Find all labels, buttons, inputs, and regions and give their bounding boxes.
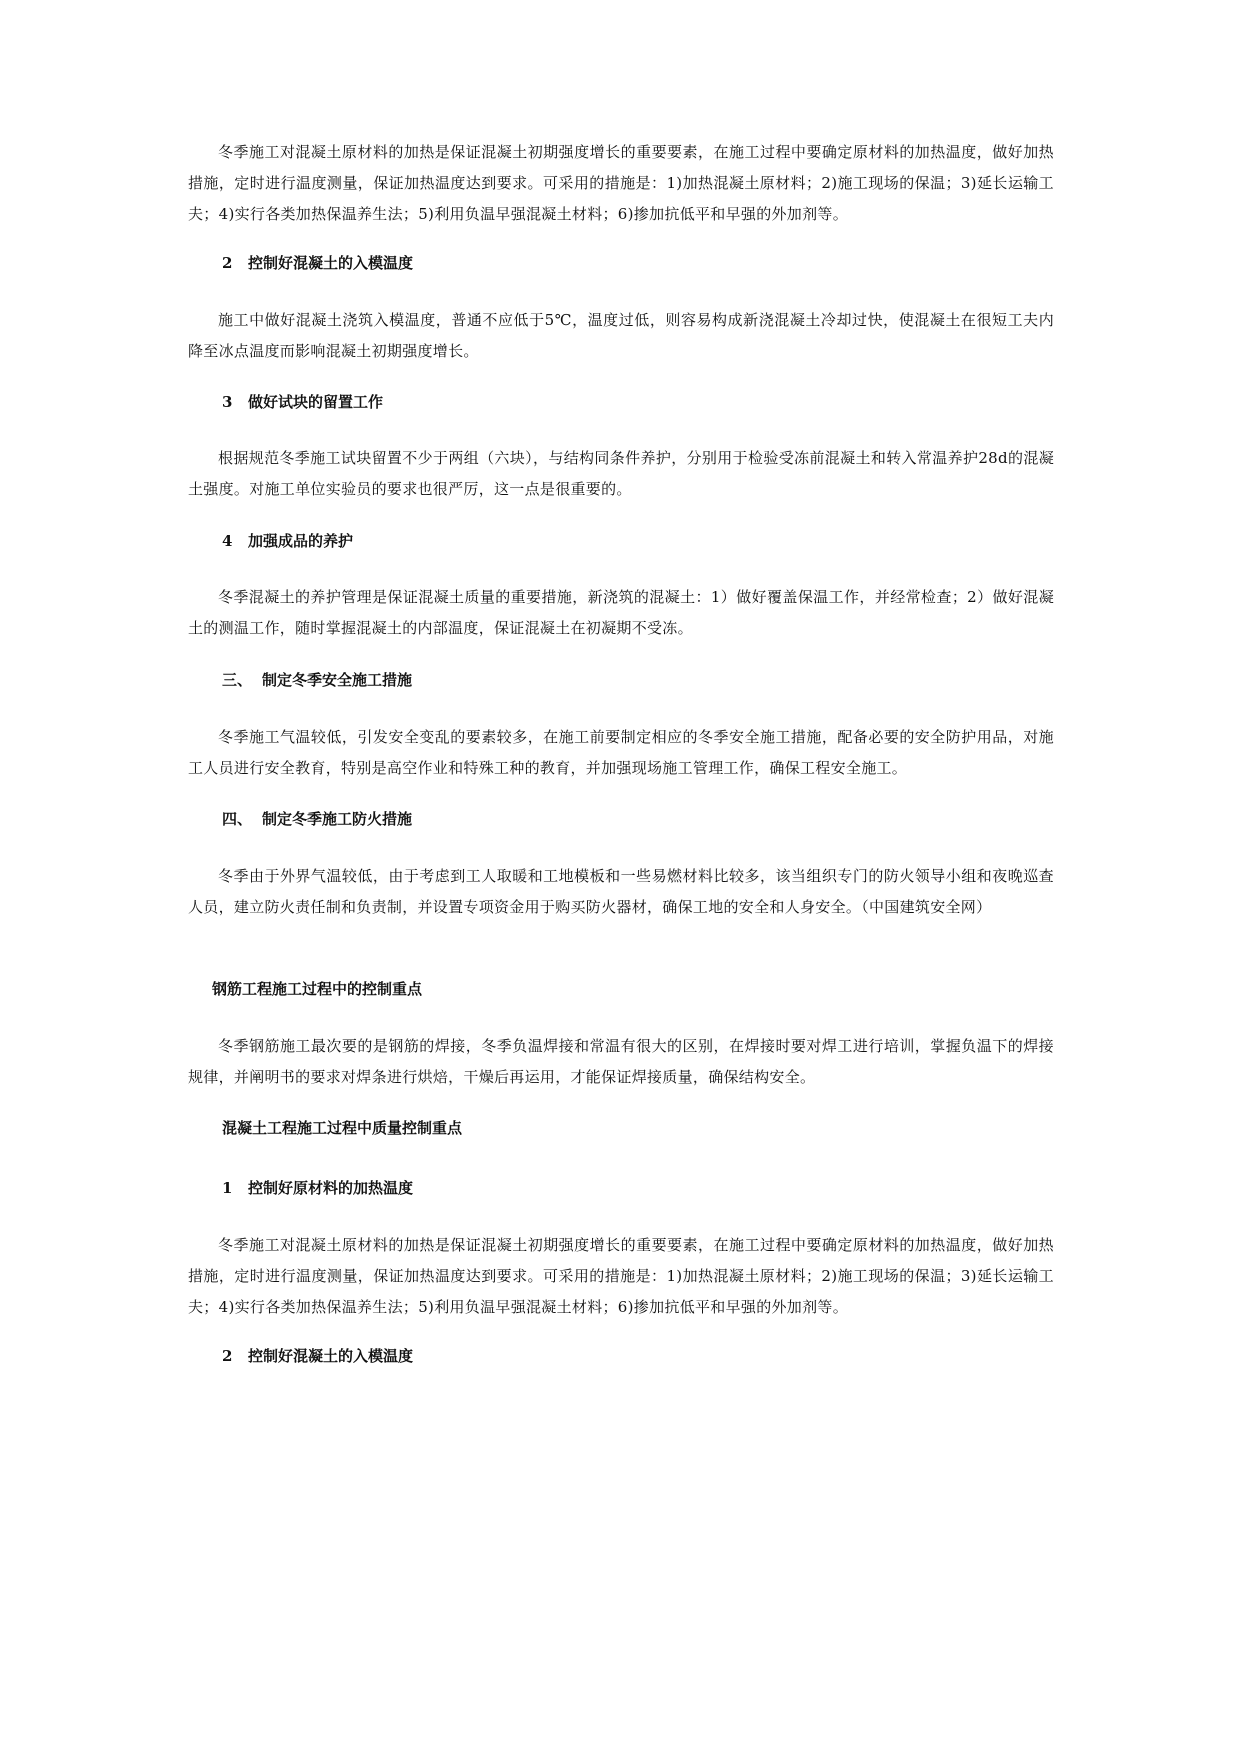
heading-safety-measures — [188, 668, 1054, 692]
heading-test-blocks — [188, 390, 1054, 414]
heading-number: 2 — [222, 1347, 233, 1365]
paragraph-fire-prevention: 冬季由于外界气温较低，由于考虑到工人取暖和工地模板和一些易燃材料比较多，该当组织专门的防火领导小组和夜晚巡查人员，建立防火责任制和负责制，并设置专项资金用于购买防火器材，确保工地的安全和人身安全。（中国建筑安全网） — [188, 867, 1054, 916]
heading-number: 3 — [222, 393, 233, 411]
heading-number: 1 — [222, 1179, 233, 1197]
paragraph-heating-materials: 冬季施工对混凝土原材料的加热是保证混凝土初期强度增长的重要要素，在施工过程中要确定原材料的加热温度，做好加热措施，定时进行温度测量，保证加热温度达到要求。可采用的措施是：1)加热混凝土原材料；2)施工现场的保温；3)延长运输工夫；4)实行各类加热保温养生法；5)利用负温早强混凝土材料；6)掺加抗低平和早强的外加剂等。 — [188, 143, 1054, 223]
heading-rebar-control — [188, 977, 1054, 1001]
heading-text: 加强成品的养护 — [248, 532, 354, 550]
paragraph-test-blocks: 根据规范冬季施工试块留置不少于两组（六块），与结构同条件养护，分别用于检验受冻前混凝土和转入常温养护28d的混凝土强度。对施工单位实验员的要求也很严厉，这一点是很重要的。 — [188, 449, 1054, 498]
heading-raw-material-heating — [188, 1176, 1054, 1200]
heading-number: 三、 — [222, 671, 253, 689]
heading-fire-prevention — [188, 807, 1054, 831]
heading-text: 钢筋工程施工过程中的控制重点 — [212, 980, 423, 998]
heading-text: 控制好混凝土的入模温度 — [248, 254, 414, 272]
heading-text: 混凝土工程施工过程中质量控制重点 — [222, 1119, 463, 1137]
paragraph-pouring-temperature: 施工中做好混凝土浇筑入模温度，普通不应低于5℃，温度过低，则容易构成新浇混凝土冷却过快，使混凝土在很短工夫内降至冰点温度而影响混凝土初期强度增长。 — [188, 311, 1054, 360]
paragraph-rebar-control: 冬季钢筋施工最次要的是钢筋的焊接，冬季负温焊接和常温有很大的区别，在焊接时要对焊工进行培训，掌握负温下的焊接规律，并阐明书的要求对焊条进行烘焙，干燥后再运用，才能保证焊接质量，确保结构安全。 — [188, 1037, 1054, 1086]
heading-curing — [188, 529, 1054, 553]
heading-number: 4 — [222, 532, 233, 550]
paragraph-safety-measures: 冬季施工气温较低，引发安全变乱的要素较多，在施工前要制定相应的冬季安全施工措施，配备必要的安全防护用品，对施工人员进行安全教育，特别是高空作业和特殊工种的教育，并加强现场施工管理工作，确保工程安全施工。 — [188, 728, 1054, 777]
heading-pouring-temperature-repeat — [188, 1344, 1054, 1368]
heading-number: 四、 — [222, 810, 253, 828]
paragraph-curing: 冬季混凝土的养护管理是保证混凝土质量的重要措施，新浇筑的混凝土：1）做好覆盖保温工作，并经常检查；2）做好混凝土的测温工作，随时掌握混凝土的内部温度，保证混凝土在初凝期不受冻。 — [188, 588, 1054, 637]
heading-text: 做好试块的留置工作 — [248, 393, 384, 411]
heading-text: 控制好混凝土的入模温度 — [248, 1347, 414, 1365]
heading-text: 制定冬季施工防火措施 — [262, 810, 413, 828]
heading-pouring-temperature — [188, 251, 1054, 275]
paragraph-raw-material-heating: 冬季施工对混凝土原材料的加热是保证混凝土初期强度增长的重要要素，在施工过程中要确定原材料的加热温度，做好加热措施，定时进行温度测量，保证加热温度达到要求。可采用的措施是：1)加热混凝土原材料；2)施工现场的保温；3)延长运输工夫；4)实行各类加热保温养生法；5)利用负温早强混凝土材料；6)掺加抗低平和早强的外加剂等。 — [188, 1236, 1054, 1316]
heading-text: 制定冬季安全施工措施 — [262, 671, 413, 689]
heading-text: 控制好原材料的加热温度 — [248, 1179, 414, 1197]
heading-concrete-quality — [188, 1116, 1054, 1140]
heading-number: 2 — [222, 254, 233, 272]
